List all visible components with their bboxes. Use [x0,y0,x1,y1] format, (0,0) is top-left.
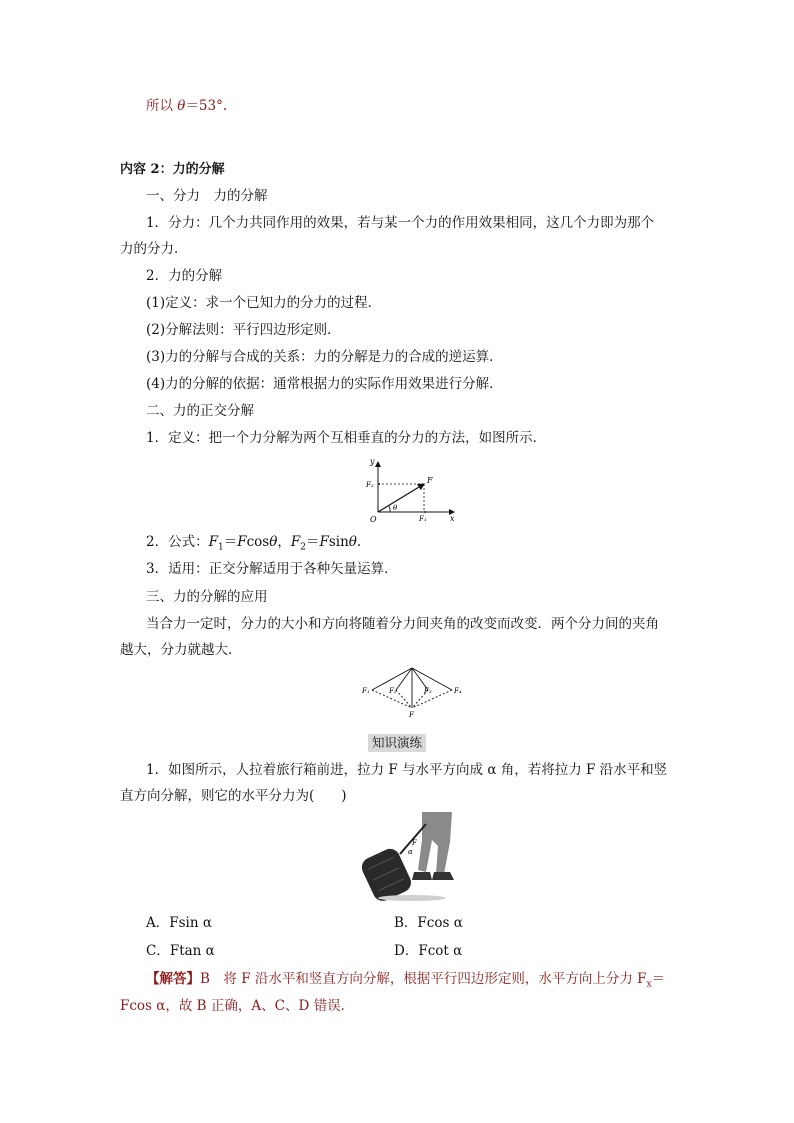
answer-line-2: Fcos α，故 B 正确，A、C、D 错误． [120,998,355,1014]
formula-prefix: 2．公式： [146,534,209,550]
heading-1: 一、分力 力的分解 [146,188,268,204]
heading-3: 二、力的正交分解 [146,403,254,419]
left-shoe [412,872,432,880]
option-d[interactable] [394,941,462,961]
option-c-label: C． [146,943,170,959]
item-1: (1)定义：求一个已知力的分力的过程． [146,295,382,311]
fan-f4-label: F₄ [454,687,462,695]
formula-f2: F [290,534,301,550]
formula-line [146,532,361,558]
paragraph-2-line-2: 越大，分力就越大． [120,642,242,658]
answer-text-1: B 将 F 沿水平和竖直方向分解，根据平行四边形定则，水平方向上分力 F [200,971,647,987]
question-line-2: 直方向分解，则它的水平分力为( ) [120,788,347,804]
suitcase-photo [360,812,464,904]
formula-sep: ， [277,534,291,550]
section-title [120,160,225,180]
formula-theta2: θ [348,534,357,550]
option-b[interactable] [394,913,463,933]
f2-label: F₂ [366,481,374,489]
formula-f1-sub: 1 [217,542,224,553]
paragraph-1-line-2: 力的分力． [120,241,188,257]
orthogonal-decomposition-diagram [360,454,460,528]
result-theta: θ [177,98,186,114]
formula-f2-sub: 2 [300,542,306,553]
f4-vector [412,668,452,690]
option-d-value: Fcot α [418,943,463,959]
result-prefix: 所以 [146,98,178,114]
answer-tag: 【解答】 [146,971,200,987]
practice-badge: 知识演练 [368,734,426,752]
option-c[interactable] [146,941,215,961]
dashed-2 [396,690,412,708]
formula-cos: cos [246,534,270,550]
theta-label: θ [393,504,398,512]
paragraph-2-line-1: 当合力一定时，分力的大小和方向将随着分力间夹角的改变而改变．两个分力间的夹角 [146,616,659,632]
f2-vector [396,668,412,690]
photo-f-label: F [412,839,417,847]
force-fan-diagram [360,664,464,720]
formula-f2-expr: F [319,534,329,550]
photo-alpha-label: α [408,848,413,856]
option-b-label: B． [394,915,418,931]
dashed-4 [412,690,452,708]
fan-f1-label: F₁ [362,687,370,695]
option-b-value: Fcos α [417,915,463,931]
answer-sub: x [646,979,652,990]
item-2: (2)分解法则：平行四边形定则． [146,322,341,338]
heading-2: 2．力的分解 [146,268,223,284]
formula-end: . [356,534,362,550]
result-suffix: ＝53°. [185,98,228,114]
x-label: x [450,514,455,523]
f1-label: F₁ [419,515,427,523]
formula-f1-expr: F [237,534,247,550]
option-a[interactable] [146,913,212,933]
f-label: F [427,476,433,485]
fan-f-label: F [409,711,414,719]
option-a-label: A． [146,915,170,931]
fan-f3-label: F₃ [424,687,432,695]
definition-line: 1．定义：把一个力分解为两个互相垂直的分力的方法，如图所示． [146,430,547,446]
option-a-value: Fsin α [169,915,212,931]
section-title-text: 内容 2：力的分解 [120,162,225,177]
option-c-value: Ftan α [169,943,215,959]
paragraph-1-line-1: 1．分力：几个力共同作用的效果，若与某一个力的作用效果相同，这几个力即为那个 [146,215,655,231]
force-vector [378,484,424,512]
item-4: (4)力的分解的依据：通常根据力的实际作用效果进行分解． [146,376,503,392]
theta-arc [389,506,390,512]
option-d-label: D． [394,943,419,959]
heading-4: 三、力的分解的应用 [146,589,268,605]
apply-line: 3．适用：正交分解适用于各种矢量运算． [146,561,398,577]
answer-eq: ＝ [651,971,666,987]
question-line-1: 1．如图所示，人拉着旅行箱前进，拉力 F 与水平方向成 α 角，若将拉力 F 沿水平和竖 [146,762,668,778]
formula-sin: sin [328,534,349,550]
formula-eq2: ＝ [305,534,320,550]
origin-label: O [370,515,377,524]
y-label: y [370,457,375,466]
answer-line-1 [146,969,665,995]
fan-f2-label: F₂ [389,687,397,695]
result-line [146,96,227,116]
formula-eq1: ＝ [223,534,238,550]
formula-theta1: θ [269,534,278,550]
formula-f1: F [208,534,218,550]
item-3: (3)力的分解与合成的关系：力的分解是力的合成的逆运算． [146,349,503,365]
